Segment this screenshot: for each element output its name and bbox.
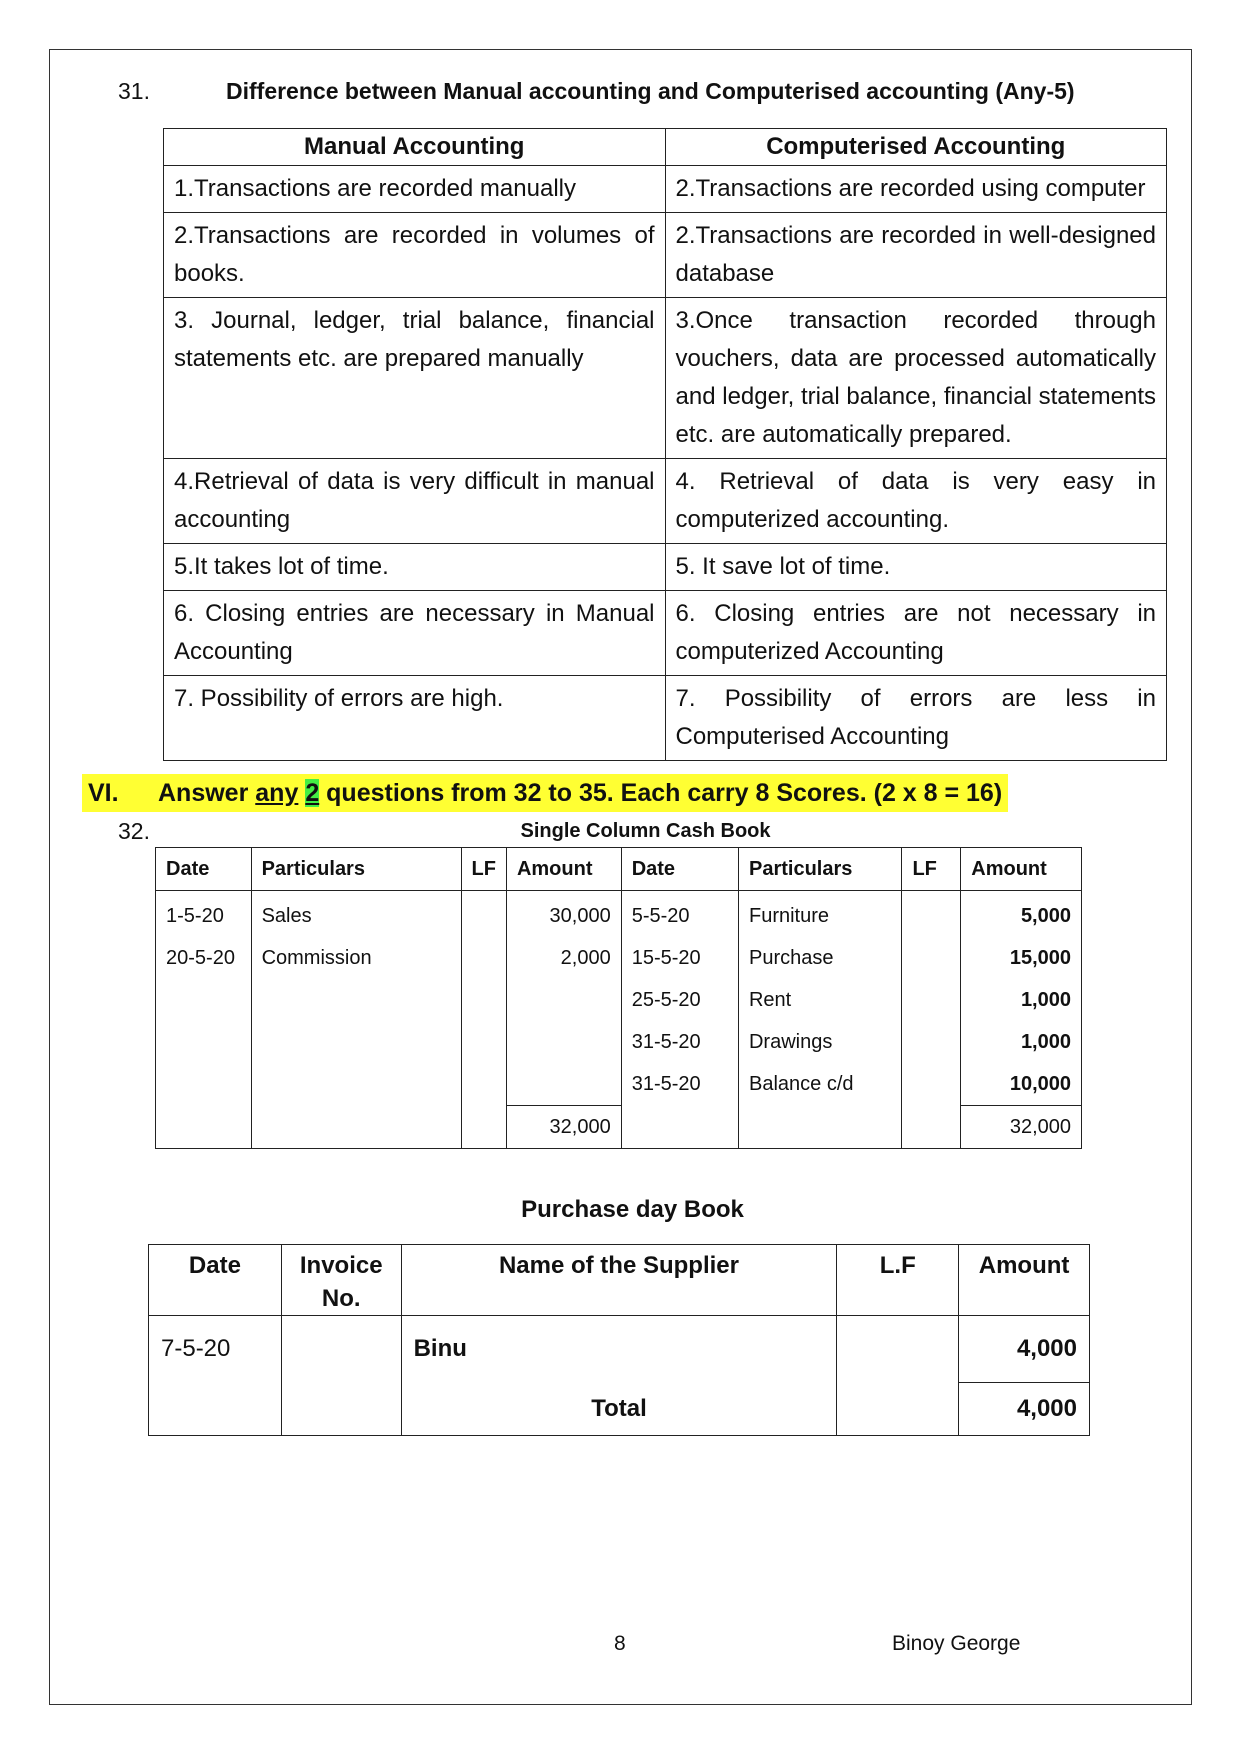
table-row bbox=[164, 459, 1167, 544]
credit-lf bbox=[902, 1063, 961, 1106]
credit-date: 5-5-20 bbox=[621, 891, 738, 938]
total-amount: 4,000 bbox=[959, 1383, 1090, 1436]
table-row bbox=[156, 891, 1082, 938]
table-row bbox=[164, 676, 1167, 761]
debit-total: 32,000 bbox=[506, 1106, 621, 1149]
page-number: 8 bbox=[614, 1632, 626, 1655]
cash-book-table bbox=[155, 847, 1082, 1149]
debit-lf bbox=[461, 1063, 506, 1106]
computerised-cell: 5. It save lot of time. bbox=[665, 544, 1167, 591]
question-title: Difference between Manual accounting and Computerised accounting (Any-5) bbox=[226, 78, 1075, 104]
credit-particulars: Balance c/d bbox=[738, 1063, 901, 1106]
debit-amount: 30,000 bbox=[506, 891, 621, 938]
section-heading bbox=[82, 774, 1008, 812]
entry-invoice-no bbox=[281, 1316, 401, 1383]
debit-date: 20-5-20 bbox=[156, 937, 252, 979]
manual-cell: 3. Journal, ledger, trial balance, financial statements etc. are prepared manually bbox=[164, 298, 666, 459]
debit-lf bbox=[461, 891, 506, 938]
entry-amount: 4,000 bbox=[959, 1316, 1090, 1383]
table-header-row bbox=[156, 848, 1082, 891]
computerised-cell: 2.Transactions are recorded using computer bbox=[665, 166, 1167, 213]
credit-amount: 10,000 bbox=[961, 1063, 1082, 1106]
debit-amount bbox=[506, 979, 621, 1021]
debit-date bbox=[156, 1021, 252, 1063]
section-count-highlight: 2 bbox=[305, 779, 320, 807]
entry-date: 7-5-20 bbox=[149, 1316, 282, 1383]
table-row bbox=[164, 166, 1167, 213]
credit-lf bbox=[902, 891, 961, 938]
credit-date: 25-5-20 bbox=[621, 979, 738, 1021]
header-lf: LF bbox=[902, 848, 961, 891]
table-row bbox=[156, 1021, 1082, 1063]
header-amount: Amount bbox=[959, 1245, 1090, 1316]
debit-particulars bbox=[251, 1063, 461, 1106]
column-header-computerised: Computerised Accounting bbox=[665, 129, 1167, 166]
credit-particulars: Drawings bbox=[738, 1021, 901, 1063]
computerised-cell: 6. Closing entries are not necessary in computerized Accounting bbox=[665, 591, 1167, 676]
comparison-table bbox=[163, 128, 1167, 761]
table-row bbox=[164, 544, 1167, 591]
credit-amount: 15,000 bbox=[961, 937, 1082, 979]
header-invoice-no: Invoice No. bbox=[281, 1245, 401, 1316]
header-lf: LF bbox=[461, 848, 506, 891]
question-number: 31. bbox=[118, 78, 150, 104]
credit-date: 31-5-20 bbox=[621, 1063, 738, 1106]
credit-amount: 1,000 bbox=[961, 979, 1082, 1021]
manual-cell: 7. Possibility of errors are high. bbox=[164, 676, 666, 761]
table-row bbox=[149, 1316, 1090, 1383]
debit-particulars bbox=[251, 979, 461, 1021]
credit-amount: 5,000 bbox=[961, 891, 1082, 938]
debit-particulars: Commission bbox=[251, 937, 461, 979]
computerised-cell: 2.Transactions are recorded in well-designed database bbox=[665, 213, 1167, 298]
credit-particulars: Purchase bbox=[738, 937, 901, 979]
manual-cell: 1.Transactions are recorded manually bbox=[164, 166, 666, 213]
section-text-before: Answer bbox=[158, 779, 256, 807]
table-row bbox=[164, 213, 1167, 298]
computerised-cell: 7. Possibility of errors are less in Computerised Accounting bbox=[665, 676, 1167, 761]
table-header-row bbox=[149, 1245, 1090, 1316]
header-date: Date bbox=[621, 848, 738, 891]
debit-date bbox=[156, 1063, 252, 1106]
table-row bbox=[156, 937, 1082, 979]
credit-total: 32,000 bbox=[961, 1106, 1082, 1149]
entry-lf bbox=[837, 1316, 959, 1383]
debit-amount bbox=[506, 1063, 621, 1106]
table-header-row bbox=[164, 129, 1167, 166]
credit-amount: 1,000 bbox=[961, 1021, 1082, 1063]
header-lf: L.F bbox=[837, 1245, 959, 1316]
computerised-cell: 3.Once transaction recorded through vouchers, data are processed automatically and ledger, trial balance, financial statements etc. are automatically prepared. bbox=[665, 298, 1167, 459]
credit-particulars: Furniture bbox=[738, 891, 901, 938]
header-date: Date bbox=[156, 848, 252, 891]
totals-row bbox=[156, 1106, 1082, 1149]
table-row bbox=[164, 298, 1167, 459]
credit-date: 31-5-20 bbox=[621, 1021, 738, 1063]
table-row bbox=[156, 1063, 1082, 1106]
section-text-after: questions from 32 to 35. Each carry 8 Scores. (2 x 8 = 16) bbox=[319, 779, 1003, 807]
entry-supplier-name: Binu bbox=[401, 1316, 837, 1383]
cash-book-title-text: Single Column Cash Book bbox=[520, 820, 771, 842]
cash-book-title bbox=[0, 820, 1241, 843]
computerised-cell: 4. Retrieval of data is very easy in computerized accounting. bbox=[665, 459, 1167, 544]
debit-date: 1-5-20 bbox=[156, 891, 252, 938]
credit-particulars: Rent bbox=[738, 979, 901, 1021]
purchase-day-book-table bbox=[148, 1244, 1090, 1436]
credit-date: 15-5-20 bbox=[621, 937, 738, 979]
credit-lf bbox=[902, 979, 961, 1021]
header-particulars: Particulars bbox=[738, 848, 901, 891]
question-number: 32. bbox=[118, 818, 150, 844]
header-supplier-name: Name of the Supplier bbox=[401, 1245, 837, 1316]
purchase-day-book-title-text: Purchase day Book bbox=[521, 1196, 744, 1223]
debit-lf bbox=[461, 1021, 506, 1063]
debit-amount bbox=[506, 1021, 621, 1063]
author-name: Binoy George bbox=[892, 1632, 1021, 1655]
header-amount: Amount bbox=[506, 848, 621, 891]
header-amount: Amount bbox=[961, 848, 1082, 891]
purchase-day-book-title bbox=[0, 1196, 1241, 1224]
debit-date bbox=[156, 979, 252, 1021]
manual-cell: 4.Retrieval of data is very difficult in manual accounting bbox=[164, 459, 666, 544]
totals-row bbox=[149, 1383, 1090, 1436]
total-label: Total bbox=[401, 1383, 837, 1436]
section-roman-numeral: VI. bbox=[88, 779, 119, 807]
header-particulars: Particulars bbox=[251, 848, 461, 891]
manual-cell: 2.Transactions are recorded in volumes of books. bbox=[164, 213, 666, 298]
debit-particulars: Sales bbox=[251, 891, 461, 938]
credit-lf bbox=[902, 937, 961, 979]
debit-particulars bbox=[251, 1021, 461, 1063]
section-any-word: any bbox=[255, 779, 299, 807]
debit-lf bbox=[461, 937, 506, 979]
header-date: Date bbox=[149, 1245, 282, 1316]
manual-cell: 5.It takes lot of time. bbox=[164, 544, 666, 591]
table-row bbox=[164, 591, 1167, 676]
credit-lf bbox=[902, 1021, 961, 1063]
debit-lf bbox=[461, 979, 506, 1021]
column-header-manual: Manual Accounting bbox=[164, 129, 666, 166]
manual-cell: 6. Closing entries are necessary in Manual Accounting bbox=[164, 591, 666, 676]
table-row bbox=[156, 979, 1082, 1021]
debit-amount: 2,000 bbox=[506, 937, 621, 979]
